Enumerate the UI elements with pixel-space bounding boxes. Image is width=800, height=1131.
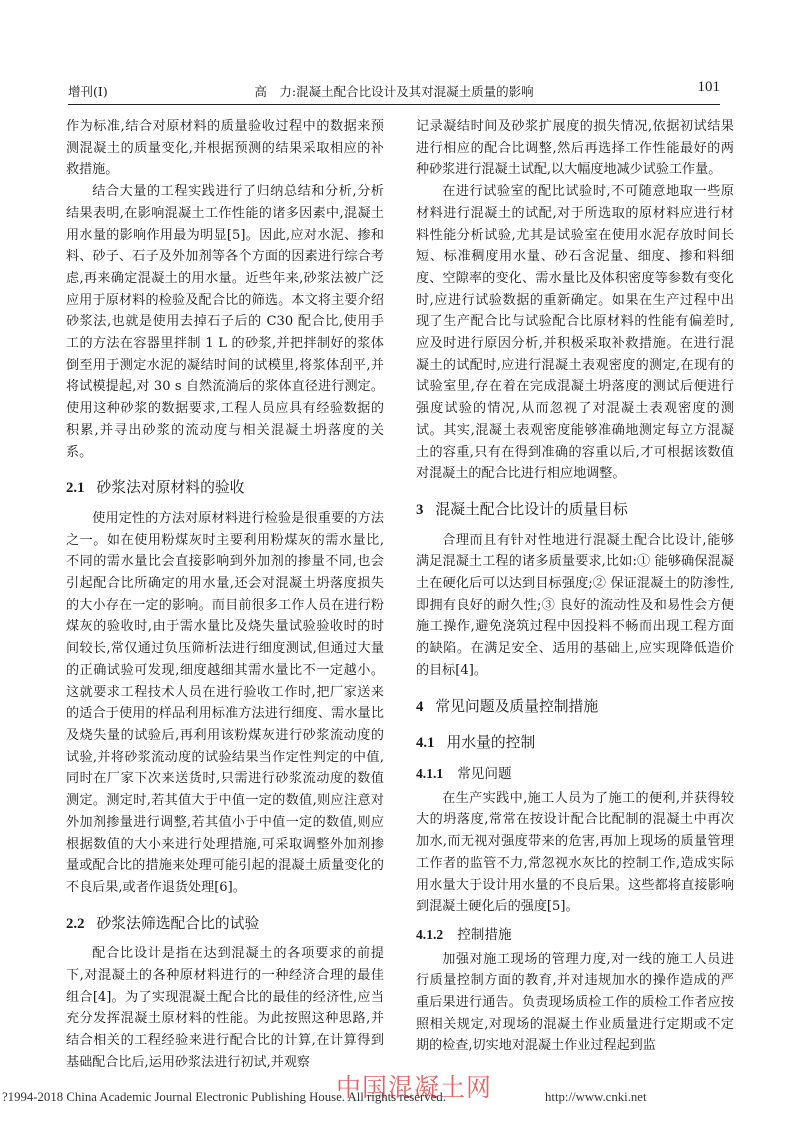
paragraph: 合理而且有针对性地进行混凝土配合比设计,能够满足混凝土工程的诸多质量要求,比如:① 能够确保混凝土在硬化后可以达到目标强度;② 保证混凝土的防渗性,即拥有良好的耐久性;③ 良好的流动性及和易性会方便施工操作,避免浇筑过程中因投料不畅而出现工程方面的缺陷。在满足安全、适用的基础上,应实现降低造价的目标[4]。 (416, 532, 734, 678)
page-number: 101 (697, 79, 720, 95)
section-title: 常见问题及质量控制措施 (435, 697, 599, 715)
left-column (66, 116, 384, 1074)
section-heading-4 (416, 696, 734, 719)
paragraph: 记录凝结时间及砂浆扩展度的损失情况,依据初试结果进行相应的配合比调整,然后再选择工作性能最好的两种砂浆进行混凝土试配,以大幅度地减少试验工作量。 (416, 119, 734, 178)
journal-issue: 增刊(Ⅰ) (68, 84, 108, 99)
paragraph: 加强对施工现场的管理力度,对一线的施工人员进行质量控制方面的教育,并对违规加水的操作造成的严重后果进行通告。负责现场质检工作的质检工作者应按照相关规定,对现场的混凝土作业质量进行定期或不定期的检查,切实地对混凝土作业过程起到监 (416, 951, 734, 1054)
section-number: 2.2 (66, 915, 85, 932)
section-heading-2-2 (66, 913, 384, 936)
running-header (68, 78, 720, 105)
running-title: 高 力:混凝土配合比设计及其对混凝土质量的影响 (254, 84, 534, 99)
section-heading-2-1 (66, 477, 384, 500)
section-number: 4.1.1 (416, 765, 444, 781)
footer-url[interactable]: http://www.cnki.net (545, 1090, 647, 1104)
section-number: 4.1 (416, 735, 435, 752)
paragraph: 在生产实践中,施工人员为了施工的便利,并获得较大的坍落度,常常在按设计配合比配制的混凝土中再次加水,而无视对强度带来的危害,再加上现场的质量管理工作者的监管不力,常忽视水灰比的控制工作,造成实际用水量大于设计用水量的不良后果。这些都将直接影响到混凝土硬化后的强度[5]。 (416, 790, 734, 915)
section-title: 砂浆法筛选配合比的试验 (96, 914, 260, 932)
watermark-logo: 中国混凝土网 (336, 1073, 493, 1102)
paragraph: 在进行试验室的配比试验时,不可随意地取一些原材料进行混凝土的试配,对于所选取的原材料应进行材料性能分析试验,尤其是试验室在使用水泥存放时间长短、标准稠度用水量、砂石含泥量、细度、掺和料细度、空隙率的变化、需水量比及体积密度等参数有变化时,应进行试验数据的重新确定。如果在生产过程中出现了生产配合比与试验配合比原材料的性能有偏差时,应及时进行原因分析,并积极采取补救措施。在进行混凝土的试配时,应进行混凝土表观密度的测定,在现有的试验室里,存在着在完成混凝土坍落度的测试后便进行强度试验的情况,从而忽视了对混凝土表观密度的测试。其实,混凝土表观密度能够准确地测定每立方混凝土的容重,只有在得到准确的容重以后,才可根据该数值对混凝土的配合比进行相应地调整。 (416, 184, 734, 482)
subsection-heading-4-1-1 (416, 763, 734, 786)
paragraph: 使用定性的方法对原材料进行检验是很重要的方法之一。如在使用粉煤灰时主要利用粉煤灰的需水量比,不同的需水量比会直接影响到外加剂的掺量不同,也会引起配合比所确定的用水量,还会对混凝土坍落度损失的大小存在一定的影响。而目前很多工作人员在进行粉煤灰的验收时,由于需水量比及烧失量试验验收时的时间较长,常仅通过负压筛析法进行细度测试,但通过大量的正确试验可发现,细度越细其需水量比不一定越小。这就要求工程技术人员在进行验收工作时,把厂家送来的适合于使用的样品利用标准方法进行细度、需水量比及烧失量的试验后,再利用该粉煤灰进行砂浆流动度的试验,并将砂浆流动度的试验结果当作定性判定的中值,同时在厂家下次来送货时,只需进行砂浆流动度的数值测定。测定时,若其值大于中值一定的数值,则应注意对外加剂掺量进行调整,若其值小于中值一定的数值,则应根据数值的大小来进行处理措施,可采取调整外加剂掺量或配合比的措施来处理可能引起的混凝土质量变化的不良后果,或者作退货处理[6]。 (66, 510, 384, 895)
section-heading-3 (416, 499, 734, 522)
paragraph: 作为标准,结合对原材料的质量验收过程中的数据来预测混凝土的质量变化,并根据预测的结果采取相应的补救措施。 (66, 119, 384, 178)
copyright-notice: ?1994-2018 China Academic Journal Electronic Publishing House. All rights reserved. (2, 1090, 446, 1104)
section-number: 2.1 (66, 480, 85, 497)
section-number: 4.1.2 (416, 926, 444, 942)
paragraph: 结合大量的工程实践进行了归纳总结和分析,分析结果表明,在影响混凝土工作性能的诸多因素中,混凝土用水量的影响作用最为明显[5]。因此,应对水泥、掺和料、砂子、石子及外加剂等各个方面的因素进行综合考虑,再来确定混凝土的用水量。近些年来,砂浆法被广泛应用于原材料的检验及配合比的筛选。本文将主要介绍砂浆法,也就是使用去掉石子后的 C30 配合比,使用手工的方法在容器里拌制 1 L 的砂浆,并把拌制好的浆体倒至用于测定水泥的凝结时间的试模里,将浆体刮平,并将试模提起,对 30 s 自然流淌后的浆体直径进行测定。使用这种砂浆的数据要求,工程人员应具有经验数据的积累,并寻出砂浆的流动度与相关混凝土坍落度的关系。 (66, 184, 384, 460)
section-title: 常见问题 (457, 765, 512, 782)
right-column (416, 116, 734, 1057)
section-title: 混凝土配合比设计的质量目标 (435, 500, 628, 518)
section-title: 控制措施 (457, 926, 512, 943)
section-number: 3 (416, 501, 424, 518)
section-heading-4-1 (416, 732, 734, 755)
section-title: 砂浆法对原材料的验收 (96, 479, 245, 497)
paragraph: 配合比设计是指在达到混凝土的各项要求的前提下,对混凝土的各种原材料进行的一种经济合理的最佳组合[4]。为了实现混凝土配合比的最佳的经济性,应当充分发挥混凝土原材料的性能。为此按照这种思路,并结合相关的工程经验来进行配合比的计算,在计算得到基础配合比后,运用砂浆法进行初试,并观察 (66, 946, 384, 1070)
section-number: 4 (416, 698, 424, 715)
section-title: 用水量的控制 (446, 734, 536, 752)
subsection-heading-4-1-2 (416, 924, 734, 947)
